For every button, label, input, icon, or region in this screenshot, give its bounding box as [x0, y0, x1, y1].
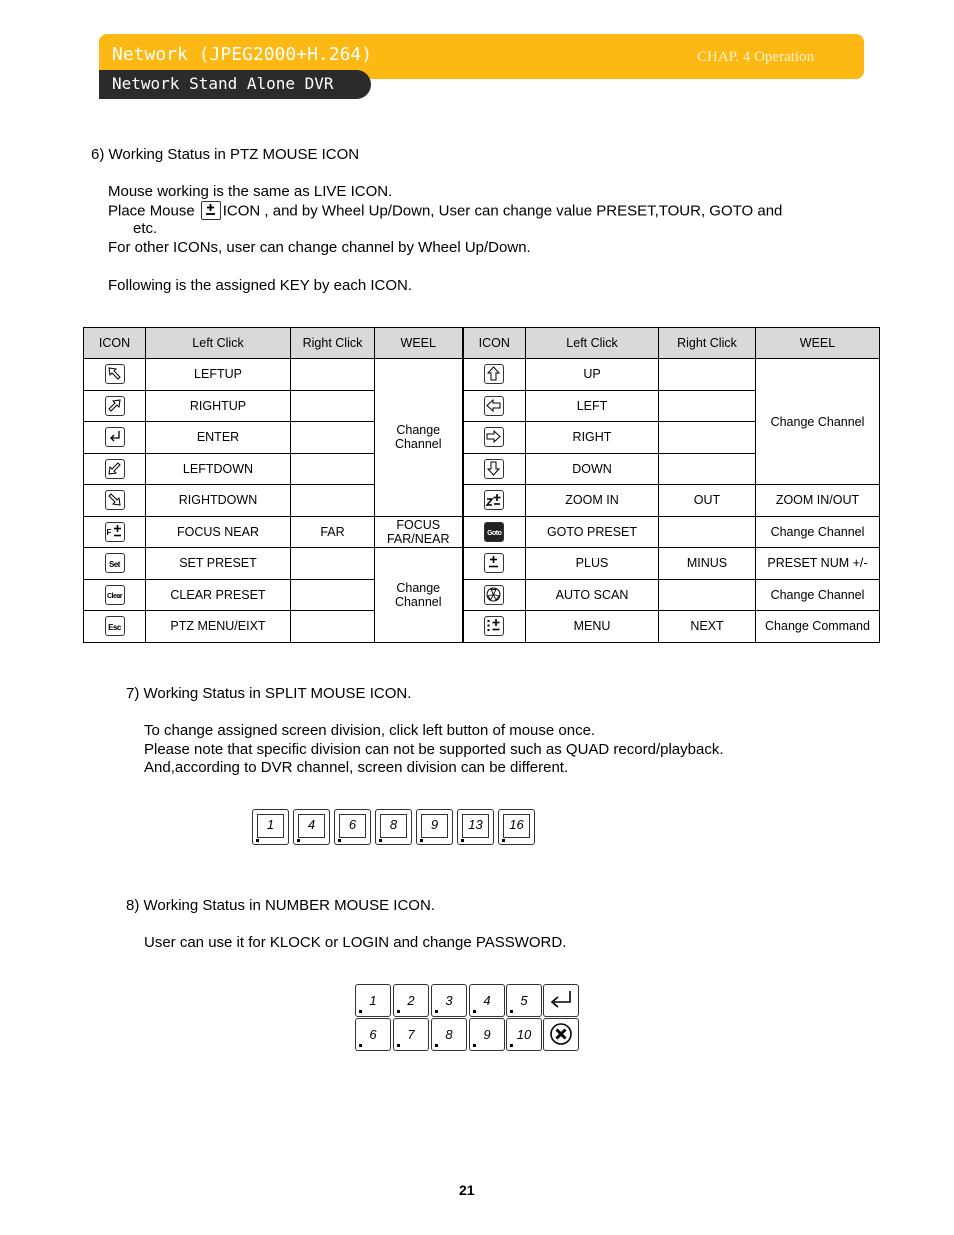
split-label: 4	[298, 814, 325, 838]
table-cell	[291, 359, 375, 391]
table-cell	[291, 422, 375, 454]
split-label: 8	[380, 814, 407, 838]
number-label: 1	[369, 993, 377, 1008]
col-header: Left Click	[146, 328, 291, 359]
section6-line2c: etc.	[133, 220, 158, 237]
auto-scan-icon	[484, 585, 504, 605]
key-marker	[510, 1044, 513, 1047]
table-cell: UP	[526, 359, 659, 391]
up-arrow-icon	[484, 364, 504, 384]
table-cell: Change Channel	[375, 359, 463, 517]
table-row	[84, 611, 880, 643]
key-marker	[397, 1010, 400, 1013]
number-key-2[interactable]	[393, 984, 429, 1017]
section6-line3: For other ICONs, user can change channel by Wheel Up/Down.	[108, 239, 531, 256]
number-key-3[interactable]	[431, 984, 467, 1017]
table-row	[84, 548, 880, 580]
table-cell: Change Channel	[375, 548, 463, 643]
table-cell: DOWN	[526, 453, 659, 485]
table-cell: RIGHTUP	[146, 390, 291, 422]
table-cell	[659, 579, 756, 611]
focus-icon	[105, 522, 125, 542]
split-marker	[297, 839, 300, 842]
section7-line3: And,according to DVR channel, screen division can be different.	[144, 759, 569, 776]
table-cell	[291, 548, 375, 580]
plus-minus-icon	[201, 201, 221, 220]
col-header: WEEL	[756, 328, 880, 359]
table-cell: Change Channel	[756, 359, 880, 485]
number-label: 7	[407, 1027, 415, 1042]
number-label: 9	[483, 1027, 491, 1042]
table-cell: Change Channel	[756, 579, 880, 611]
key-marker	[359, 1010, 362, 1013]
table-cell: RIGHT	[526, 422, 659, 454]
table-cell: OUT	[659, 485, 756, 517]
section7-line2: Please note that specific division can not be supported such as QUAD record/playback.	[144, 741, 724, 758]
enter-icon	[105, 427, 125, 447]
table-cell: FOCUS FAR/NEAR	[375, 516, 463, 548]
table-cell: Change Command	[756, 611, 880, 643]
number-label: 10	[516, 1027, 532, 1042]
section6-heading: 6) Working Status in PTZ MOUSE ICON	[91, 146, 360, 163]
number-key-8[interactable]	[431, 1018, 467, 1051]
clear-icon: Clear	[105, 585, 125, 605]
table-cell	[659, 516, 756, 548]
split-label: 9	[421, 814, 448, 838]
split-button-6[interactable]	[334, 809, 371, 845]
section8-heading: 8) Working Status in NUMBER MOUSE ICON.	[126, 897, 435, 914]
split-button-16[interactable]	[498, 809, 535, 845]
split-button-1[interactable]	[252, 809, 289, 845]
key-marker	[473, 1044, 476, 1047]
table-cell: FAR	[291, 516, 375, 548]
col-header: ICON	[84, 328, 146, 359]
menu-icon	[484, 616, 504, 636]
split-marker	[379, 839, 382, 842]
table-cell: ZOOM IN	[526, 485, 659, 517]
table-cell: GOTO PRESET	[526, 516, 659, 548]
number-key-9[interactable]	[469, 1018, 505, 1051]
table-cell	[659, 359, 756, 391]
ptz-key-table	[83, 327, 880, 643]
col-header: ICON	[463, 328, 526, 359]
number-label: 6	[369, 1027, 377, 1042]
table-cell: AUTO SCAN	[526, 579, 659, 611]
split-button-9[interactable]	[416, 809, 453, 845]
table-cell	[659, 390, 756, 422]
set-icon: Set	[105, 553, 125, 573]
key-marker	[397, 1044, 400, 1047]
section6-line2a: Place Mouse	[108, 202, 195, 220]
split-marker	[502, 839, 505, 842]
split-button-4[interactable]	[293, 809, 330, 845]
header-subtitle: Network Stand Alone DVR	[112, 74, 334, 93]
page-number: 21	[459, 1182, 475, 1198]
table-cell: ENTER	[146, 422, 291, 454]
table-cell: CLEAR PRESET	[146, 579, 291, 611]
section6-line4: Following is the assigned KEY by each ICON.	[108, 277, 413, 294]
split-label: 1	[257, 814, 284, 838]
number-key-6[interactable]	[355, 1018, 391, 1051]
table-cell: MENU	[526, 611, 659, 643]
split-marker	[461, 839, 464, 842]
table-cell: LEFTDOWN	[146, 453, 291, 485]
split-label: 6	[339, 814, 366, 838]
table-cell: RIGHTDOWN	[146, 485, 291, 517]
table-row	[84, 485, 880, 517]
number-label: 8	[445, 1027, 453, 1042]
header-title: Network (JPEG2000+H.264)	[112, 44, 373, 65]
number-label: 4	[483, 993, 491, 1008]
table-row	[84, 516, 880, 548]
table-cell	[291, 485, 375, 517]
section6-line2	[108, 202, 782, 221]
section6-line1: Mouse working is the same as LIVE ICON.	[108, 183, 393, 200]
table-row	[84, 579, 880, 611]
table-cell: LEFTUP	[146, 359, 291, 391]
table-cell	[659, 453, 756, 485]
split-button-13[interactable]	[457, 809, 494, 845]
close-icon	[549, 1022, 573, 1058]
table-cell: SET PRESET	[146, 548, 291, 580]
number-label: 2	[407, 993, 415, 1008]
table-cell: MINUS	[659, 548, 756, 580]
section7-line1: To change assigned screen division, click left button of mouse once.	[144, 722, 596, 739]
leftup-arrow-icon	[105, 364, 125, 384]
number-key-10[interactable]	[506, 1018, 542, 1051]
right-arrow-icon	[484, 427, 504, 447]
col-header: Right Click	[659, 328, 756, 359]
key-marker	[510, 1010, 513, 1013]
key-marker	[359, 1044, 362, 1047]
leftdown-arrow-icon	[105, 459, 125, 479]
split-label: 16	[503, 814, 530, 838]
split-marker	[256, 839, 259, 842]
number-key-5[interactable]	[506, 984, 542, 1017]
split-marker	[338, 839, 341, 842]
plus-minus-icon	[484, 553, 504, 573]
number-label: 5	[520, 993, 528, 1008]
table-cell: LEFT	[526, 390, 659, 422]
col-header: Left Click	[526, 328, 659, 359]
section8-line1: User can use it for KLOCK or LOGIN and change PASSWORD.	[144, 934, 567, 951]
split-button-8[interactable]	[375, 809, 412, 845]
table-cell	[291, 579, 375, 611]
table-header-row	[84, 328, 880, 359]
table-row	[84, 359, 880, 391]
svg-text:F: F	[106, 527, 111, 537]
table-cell: Change Channel	[756, 516, 880, 548]
number-key-1[interactable]	[355, 984, 391, 1017]
split-marker	[420, 839, 423, 842]
table-cell: PRESET NUM +/-	[756, 548, 880, 580]
cancel-key[interactable]	[543, 1018, 579, 1051]
down-arrow-icon	[484, 459, 504, 479]
table-cell	[659, 422, 756, 454]
goto-icon: Goto	[484, 522, 504, 542]
key-marker	[435, 1044, 438, 1047]
section6-line2b: ICON , and by Wheel Up/Down, User can change value PRESET,TOUR, GOTO and	[222, 202, 783, 220]
number-label: 3	[445, 993, 453, 1008]
key-marker	[473, 1010, 476, 1013]
table-cell: PLUS	[526, 548, 659, 580]
key-marker	[435, 1010, 438, 1013]
table-cell: PTZ MENU/EIXT	[146, 611, 291, 643]
col-header: WEEL	[375, 328, 463, 359]
table-cell	[291, 453, 375, 485]
table-cell: FOCUS NEAR	[146, 516, 291, 548]
enter-key[interactable]	[543, 984, 579, 1017]
left-arrow-icon	[484, 396, 504, 416]
chapter-label: CHAP. 4 Operation	[697, 49, 815, 65]
zoom-icon	[484, 490, 504, 510]
split-label: 13	[462, 814, 489, 838]
table-cell	[291, 611, 375, 643]
number-key-7[interactable]	[393, 1018, 429, 1051]
table-cell: ZOOM IN/OUT	[756, 485, 880, 517]
table-cell: NEXT	[659, 611, 756, 643]
number-key-4[interactable]	[469, 984, 505, 1017]
section7-heading: 7) Working Status in SPLIT MOUSE ICON.	[126, 685, 412, 702]
rightup-arrow-icon	[105, 396, 125, 416]
col-header: Right Click	[291, 328, 375, 359]
esc-icon: Esc	[105, 616, 125, 636]
rightdown-arrow-icon	[105, 490, 125, 510]
table-cell	[291, 390, 375, 422]
